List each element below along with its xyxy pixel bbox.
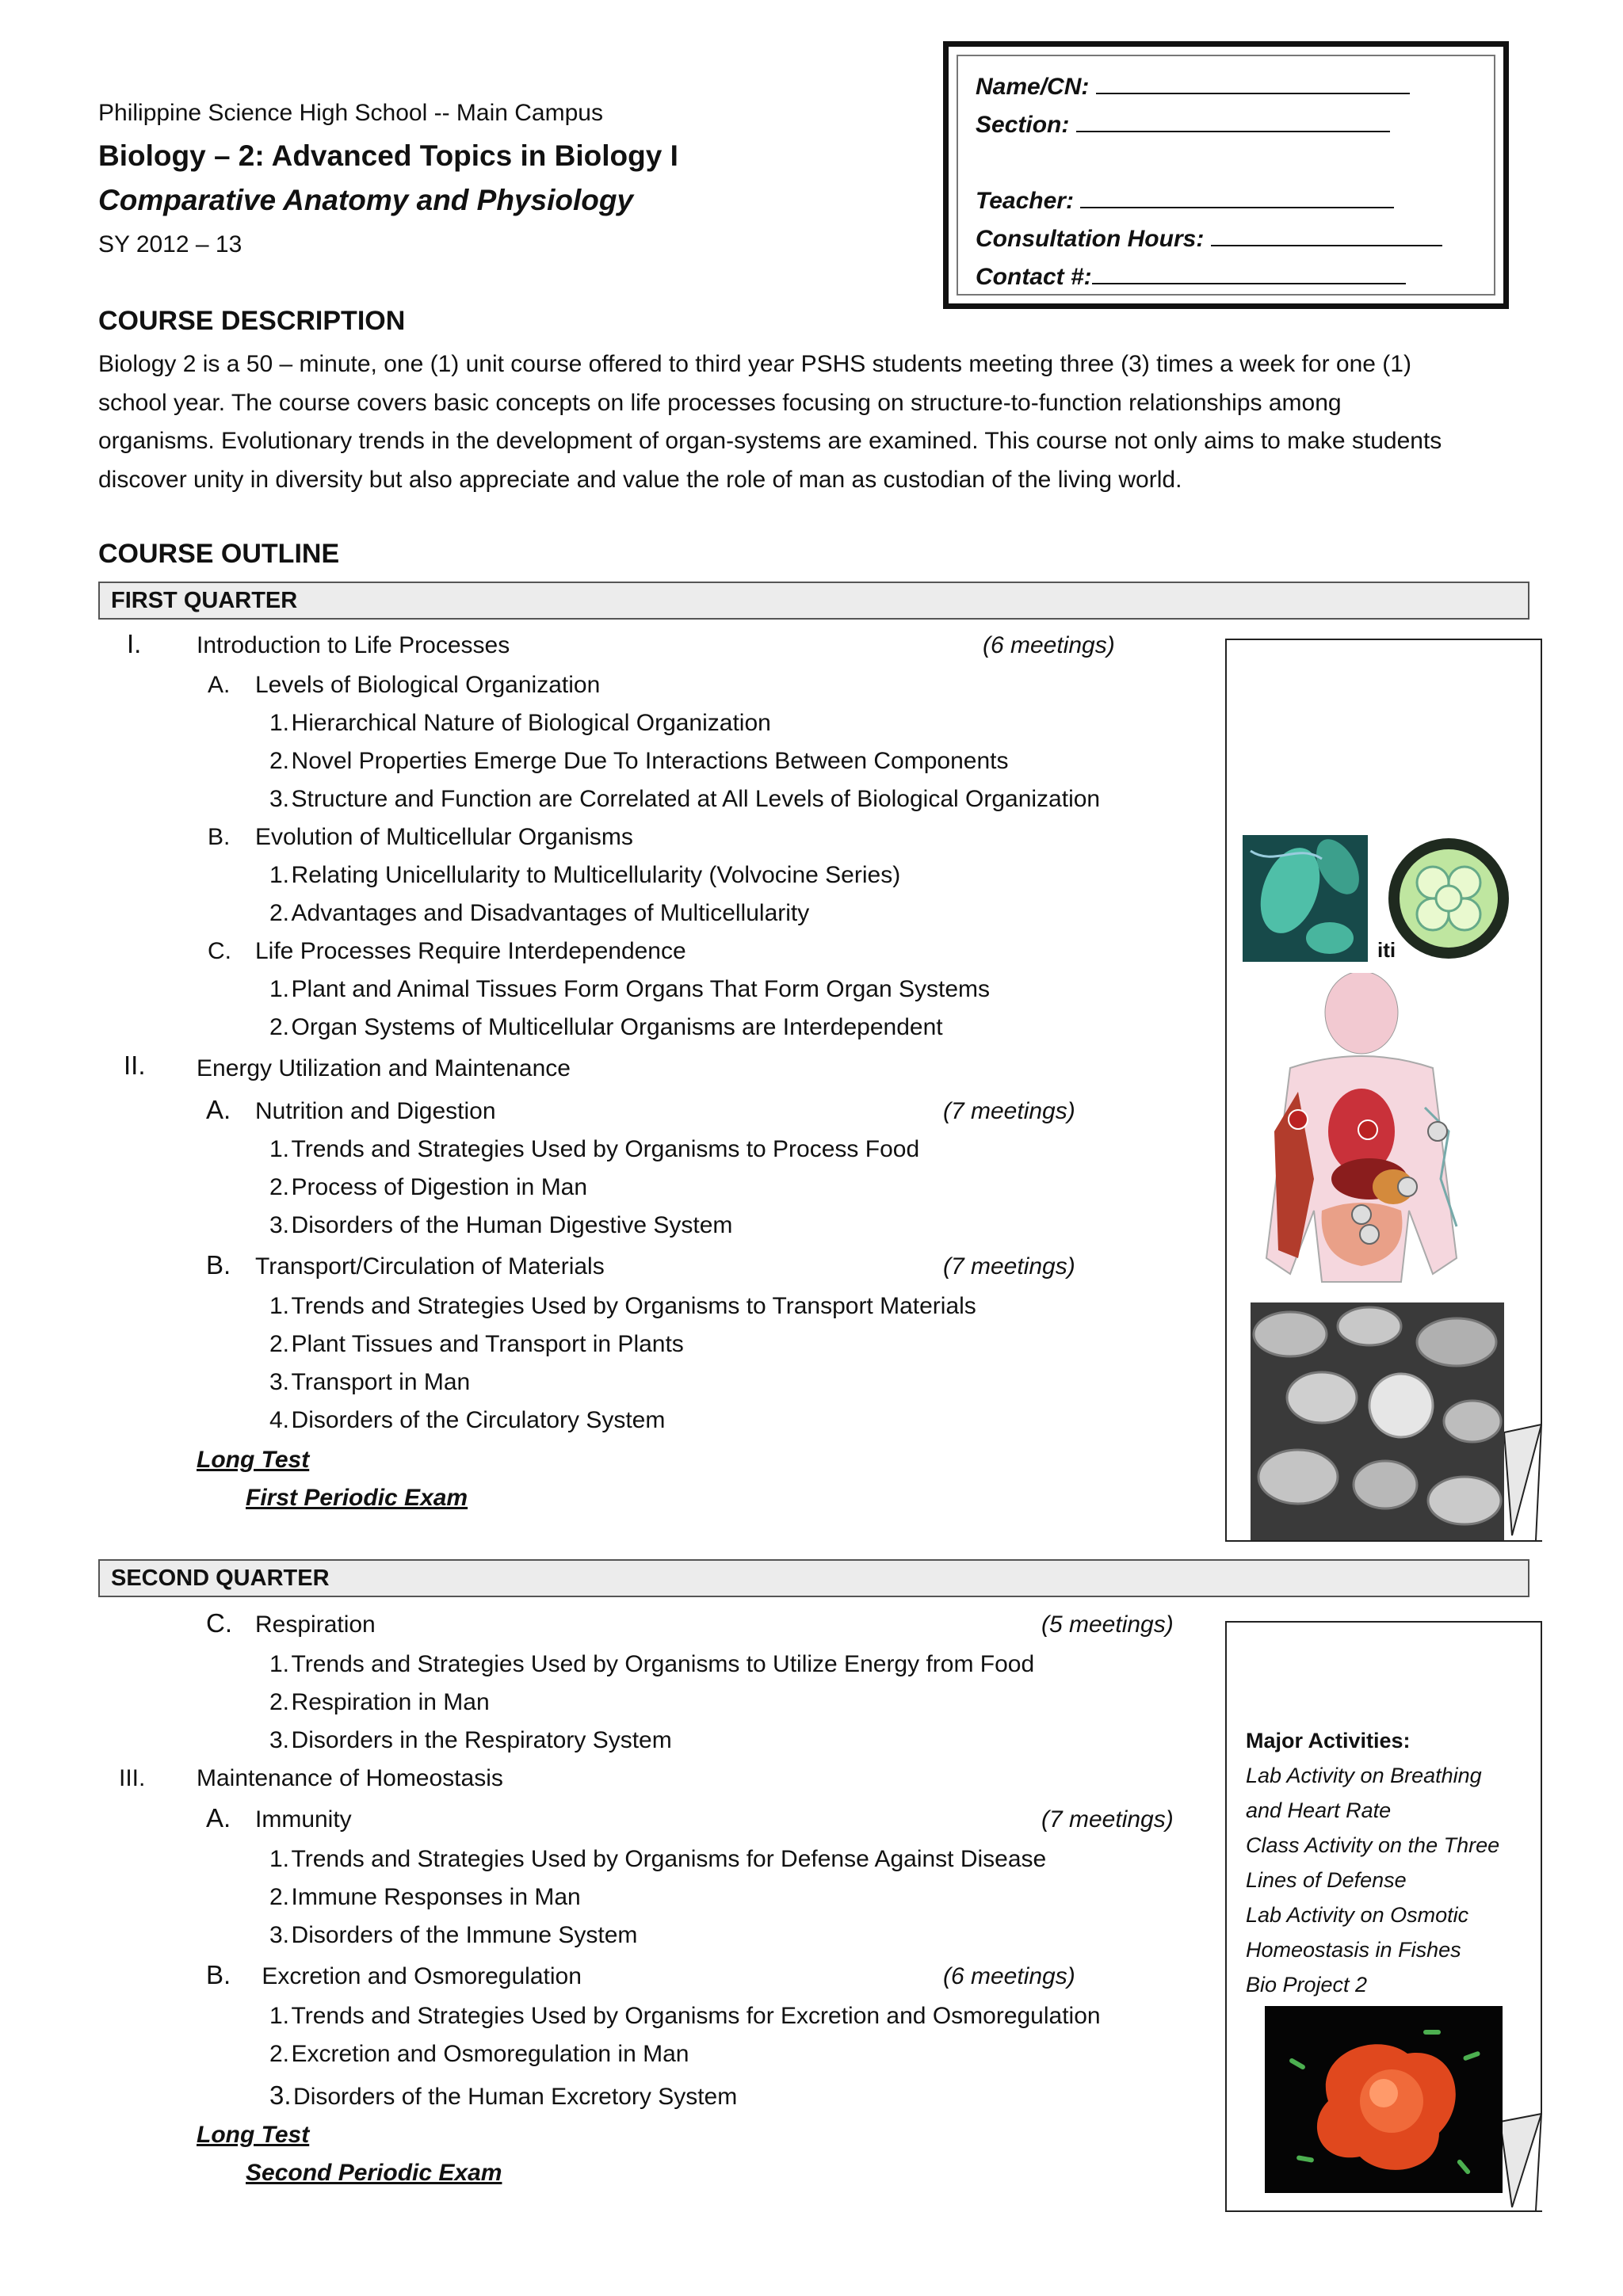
periodic-exam-label: First Periodic Exam: [246, 1485, 468, 1511]
school-name: Philippine Science High School -- Main Campus: [98, 100, 603, 126]
second-quarter-bar: SECOND QUARTER: [98, 1559, 1529, 1597]
unit-number: I.: [127, 629, 142, 658]
immune-cell-image-icon: [1265, 2006, 1503, 2193]
list-item: 2. Respiration in Man: [269, 1689, 490, 1715]
unit-title: Energy Utilization and Maintenance: [197, 1055, 571, 1081]
topic-letter: B.: [208, 824, 231, 850]
blood-cells-image-icon: [1251, 1302, 1504, 1540]
meetings-count: (7 meetings): [943, 1098, 1075, 1124]
periodic-exam-label: Second Periodic Exam: [246, 2160, 502, 2186]
meetings-count: (6 meetings): [943, 1963, 1075, 1989]
list-item: 2. Excretion and Osmoregulation in Man: [269, 2041, 689, 2067]
list-item: 1. Hierarchical Nature of Biological Organization: [269, 710, 771, 736]
list-item: 4. Disorders of the Circulatory System: [269, 1407, 666, 1433]
meetings-count: (7 meetings): [943, 1253, 1075, 1280]
first-quarter-sidebar: [1225, 639, 1542, 1542]
human-organ-systems-image-icon: [1243, 973, 1480, 1290]
topic-title: Respiration: [255, 1611, 376, 1638]
topic-title: Levels of Biological Organization: [255, 672, 601, 698]
topic-letter: A.: [206, 1803, 231, 1833]
topic-letter: B.: [206, 1250, 231, 1280]
unit-number: III.: [119, 1765, 146, 1791]
list-item: 2. Process of Digestion in Man: [269, 1174, 588, 1200]
section-field[interactable]: Section:: [976, 109, 1390, 139]
list-item: 3. Transport in Man: [269, 1369, 471, 1395]
meetings-count: (6 meetings): [983, 632, 1115, 658]
list-item: 3. Disorders in the Respiratory System: [269, 1727, 672, 1753]
teacher-field[interactable]: Teacher:: [976, 185, 1394, 215]
meetings-count: (5 meetings): [1041, 1611, 1174, 1638]
name-field[interactable]: Name/CN:: [976, 71, 1410, 101]
list-item: 2. Plant Tissues and Transport in Plants: [269, 1331, 684, 1357]
activity-line: Lab Activity on Osmotic: [1246, 1903, 1469, 1927]
list-item: 2. Immune Responses in Man: [269, 1884, 581, 1910]
topic-title: Nutrition and Digestion: [255, 1098, 496, 1124]
activity-line: Homeostasis in Fishes: [1246, 1938, 1461, 1962]
topic-title: Transport/Circulation of Materials: [255, 1253, 605, 1280]
list-item: 1. Plant and Animal Tissues Form Organs That Form Organ Systems: [269, 976, 990, 1002]
list-item: 1. Trends and Strategies Used by Organisms for Defense Against Disease: [269, 1846, 1047, 1872]
course-description: Biology 2 is a 50 – minute, one (1) unit course offered to third year PSHS students meeting three (3) times a week for one (1) school year. The course covers basic concepts on life processes focusing on structure-to-function relationships among organisms. Evolutionary trends in the development of organ-systems are examined. This course not only aims to make students discover unity in diversity but also appreciate and value the role of man as custodian of the living world.: [98, 351, 1442, 493]
first-quarter-bar: FIRST QUARTER: [98, 582, 1529, 620]
list-item: 2. Organ Systems of Multicellular Organisms are Interdependent: [269, 1014, 943, 1040]
list-item: 1. Trends and Strategies Used by Organisms to Utilize Energy from Food: [269, 1651, 1035, 1677]
bacteria-image-icon: [1243, 835, 1368, 962]
list-item: 2. Novel Properties Emerge Due To Interactions Between Components: [269, 748, 1009, 774]
activity-line: Class Activity on the Three: [1246, 1833, 1500, 1857]
course-outline-heading: COURSE OUTLINE: [98, 539, 340, 569]
course-description-heading: COURSE DESCRIPTION: [98, 306, 406, 336]
course-title: Biology – 2: Advanced Topics in Biology I: [98, 139, 678, 172]
long-test-label: Long Test: [197, 1447, 310, 1473]
topic-letter: A.: [206, 1095, 231, 1124]
page-curl-icon: [1504, 1425, 1541, 1535]
topic-letter: B.: [206, 1960, 231, 1989]
unit-number: II.: [124, 1051, 146, 1080]
topic-title: Life Processes Require Interdependence: [255, 938, 686, 964]
unit-title: Maintenance of Homeostasis: [197, 1765, 503, 1791]
course-subtitle: Comparative Anatomy and Physiology: [98, 184, 634, 216]
list-item: 3. Disorders of the Human Digestive System: [269, 1212, 733, 1238]
activity-line: Bio Project 2: [1246, 1973, 1368, 1997]
meetings-count: (7 meetings): [1041, 1806, 1174, 1833]
activity-line: Lab Activity on Breathing: [1246, 1764, 1482, 1787]
topic-title: Excretion and Osmoregulation: [255, 1963, 582, 1989]
topic-title: Immunity: [255, 1806, 352, 1833]
unit-title: Introduction to Life Processes: [197, 632, 510, 658]
topic-letter: A.: [208, 672, 231, 698]
major-activities-sidebar: [1225, 1621, 1542, 2212]
page-curl-icon: [1500, 2114, 1541, 2207]
list-item: 3. Disorders of the Immune System: [269, 1922, 638, 1948]
list-item: 1. Trends and Strategies Used by Organisms for Excretion and Osmoregulation: [269, 2003, 1101, 2029]
activity-line: and Heart Rate: [1246, 1798, 1392, 1822]
topic-title: Evolution of Multicellular Organisms: [255, 824, 633, 850]
list-item: 2. Advantages and Disadvantages of Multicellularity: [269, 900, 810, 926]
list-item: 3. Disorders of the Human Excretory System: [269, 2081, 738, 2110]
contact-field[interactable]: Contact #:: [976, 261, 1406, 291]
list-item: 3. Structure and Function are Correlated at All Levels of Biological Organization: [269, 786, 1101, 812]
school-year: SY 2012 – 13: [98, 231, 242, 257]
topic-letter: C.: [208, 938, 231, 964]
topic-letter: C.: [206, 1608, 232, 1638]
long-test-label: Long Test: [197, 2122, 310, 2148]
list-item: 1. Trends and Strategies Used by Organisms to Transport Materials: [269, 1293, 976, 1319]
activity-line: Lines of Defense: [1246, 1868, 1407, 1892]
list-item: 1. Trends and Strategies Used by Organisms to Process Food: [269, 1136, 920, 1162]
student-info-box: [943, 41, 1509, 309]
sidebar-text-fragment: iti: [1377, 938, 1396, 962]
volvox-image-icon: [1385, 835, 1512, 962]
list-item: 1. Relating Unicellularity to Multicellularity (Volvocine Series): [269, 862, 901, 888]
consultation-field[interactable]: Consultation Hours:: [976, 223, 1442, 253]
activities-title: Major Activities:: [1246, 1729, 1411, 1753]
